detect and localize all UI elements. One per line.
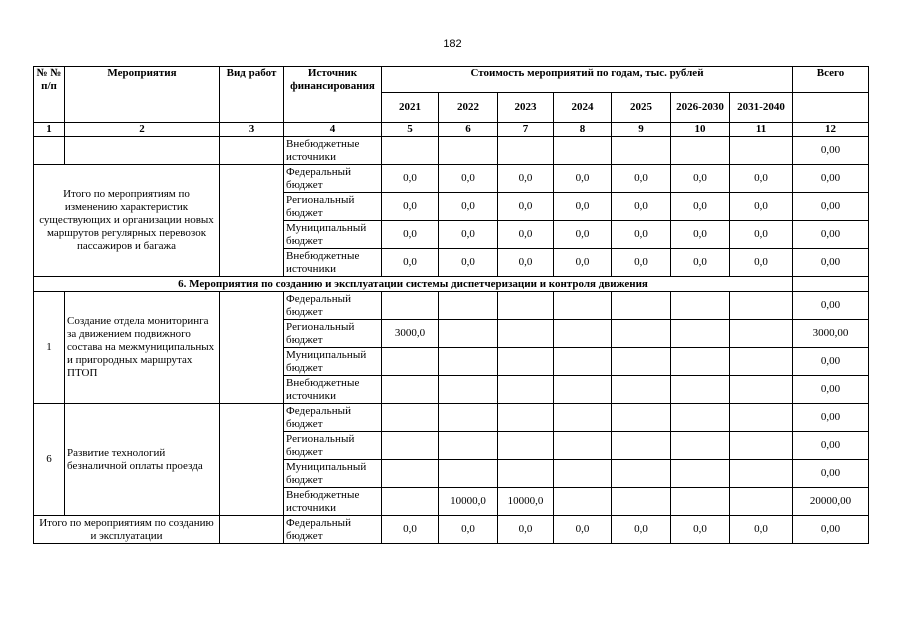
source-cell: Муниципальный бюджет bbox=[284, 221, 382, 249]
table-row bbox=[34, 292, 869, 320]
value-cell bbox=[498, 432, 554, 460]
value-cell bbox=[439, 348, 498, 376]
value-cell bbox=[671, 320, 730, 348]
value-cell bbox=[671, 404, 730, 432]
value-cell: 0,0 bbox=[554, 221, 612, 249]
total-cell: 0,00 bbox=[793, 516, 869, 544]
total-cell: 0,00 bbox=[793, 249, 869, 277]
value-cell: 0,0 bbox=[439, 165, 498, 193]
value-cell: 0,0 bbox=[671, 221, 730, 249]
value-cell bbox=[498, 320, 554, 348]
value-cell: 0,0 bbox=[730, 165, 793, 193]
header-year: 2025 bbox=[612, 93, 671, 123]
source-cell: Внебюджетные источники bbox=[284, 488, 382, 516]
value-cell bbox=[671, 488, 730, 516]
value-cell: 0,0 bbox=[498, 516, 554, 544]
header-source: Источник финансирования bbox=[284, 67, 382, 123]
column-number: 12 bbox=[793, 123, 869, 137]
value-cell: 0,0 bbox=[730, 221, 793, 249]
value-cell: 0,0 bbox=[498, 165, 554, 193]
section-title: 6. Мероприятия по созданию и эксплуатации системы диспетчеризации и контроля движения bbox=[34, 277, 793, 292]
value-cell bbox=[382, 292, 439, 320]
column-number: 4 bbox=[284, 123, 382, 137]
value-cell: 10000,0 bbox=[498, 488, 554, 516]
value-cell bbox=[671, 292, 730, 320]
column-number: 10 bbox=[671, 123, 730, 137]
value-cell bbox=[671, 376, 730, 404]
value-cell bbox=[671, 460, 730, 488]
value-cell bbox=[382, 404, 439, 432]
total-cell: 0,00 bbox=[793, 165, 869, 193]
header-year: 2024 bbox=[554, 93, 612, 123]
column-number: 2 bbox=[65, 123, 220, 137]
measure-label: Создание отдела мониторинга за движением подвижного состава на межмуниципальных и пригородных маршрутах ПТОП bbox=[65, 292, 220, 404]
value-cell: 0,0 bbox=[439, 516, 498, 544]
total-cell: 0,00 bbox=[793, 432, 869, 460]
value-cell: 0,0 bbox=[730, 516, 793, 544]
value-cell bbox=[730, 488, 793, 516]
value-cell bbox=[612, 292, 671, 320]
value-cell: 0,0 bbox=[382, 249, 439, 277]
source-cell: Муниципальный бюджет bbox=[284, 460, 382, 488]
table-row bbox=[34, 165, 869, 193]
value-cell bbox=[612, 488, 671, 516]
value-cell: 0,0 bbox=[439, 249, 498, 277]
value-cell: 0,0 bbox=[498, 249, 554, 277]
value-cell: 0,0 bbox=[730, 193, 793, 221]
column-number: 6 bbox=[439, 123, 498, 137]
total-cell: 0,00 bbox=[793, 348, 869, 376]
value-cell: 0,0 bbox=[498, 193, 554, 221]
measure-number: 6 bbox=[34, 404, 65, 516]
value-cell: 0,0 bbox=[671, 249, 730, 277]
table-row bbox=[34, 516, 869, 544]
value-cell bbox=[671, 432, 730, 460]
value-cell: 0,0 bbox=[382, 516, 439, 544]
value-cell: 0,0 bbox=[439, 193, 498, 221]
column-number: 11 bbox=[730, 123, 793, 137]
value-cell: 0,0 bbox=[382, 193, 439, 221]
value-cell bbox=[382, 488, 439, 516]
value-cell bbox=[382, 432, 439, 460]
value-cell bbox=[612, 376, 671, 404]
column-number: 5 bbox=[382, 123, 439, 137]
value-cell: 0,0 bbox=[612, 221, 671, 249]
value-cell bbox=[439, 292, 498, 320]
value-cell: 0,0 bbox=[554, 165, 612, 193]
table-row bbox=[34, 404, 869, 432]
value-cell: 0,0 bbox=[612, 516, 671, 544]
value-cell bbox=[554, 488, 612, 516]
value-cell bbox=[554, 432, 612, 460]
value-cell bbox=[612, 320, 671, 348]
header-cost-by-year: Стоимость мероприятий по годам, тыс. рублей bbox=[382, 67, 793, 93]
value-cell bbox=[382, 376, 439, 404]
section-row bbox=[34, 277, 869, 292]
cost-table bbox=[33, 66, 869, 544]
value-cell: 0,0 bbox=[671, 516, 730, 544]
source-cell: Внебюджетные источники bbox=[284, 137, 382, 165]
value-cell bbox=[730, 460, 793, 488]
value-cell bbox=[439, 376, 498, 404]
value-cell bbox=[612, 348, 671, 376]
total-cell: 0,00 bbox=[793, 460, 869, 488]
value-cell bbox=[671, 348, 730, 376]
source-cell: Региональный бюджет bbox=[284, 320, 382, 348]
page-number: 182 bbox=[443, 38, 462, 50]
value-cell: 10000,0 bbox=[439, 488, 498, 516]
value-cell: 0,0 bbox=[612, 249, 671, 277]
source-cell: Федеральный бюджет bbox=[284, 165, 382, 193]
value-cell: 0,0 bbox=[439, 221, 498, 249]
table-row bbox=[34, 137, 869, 165]
value-cell bbox=[554, 292, 612, 320]
value-cell bbox=[498, 376, 554, 404]
column-number: 3 bbox=[220, 123, 284, 137]
header-total-blank bbox=[793, 93, 869, 123]
value-cell bbox=[730, 404, 793, 432]
value-cell: 0,0 bbox=[554, 249, 612, 277]
value-cell: 0,0 bbox=[612, 193, 671, 221]
total-cell: 0,00 bbox=[793, 137, 869, 165]
header-year: 2021 bbox=[382, 93, 439, 123]
value-cell: 0,0 bbox=[730, 249, 793, 277]
value-cell: 0,0 bbox=[671, 165, 730, 193]
total-cell: 20000,00 bbox=[793, 488, 869, 516]
column-number: 7 bbox=[498, 123, 554, 137]
value-cell bbox=[612, 460, 671, 488]
header-year: 2026-2030 bbox=[671, 93, 730, 123]
total-cell: 3000,00 bbox=[793, 320, 869, 348]
value-cell bbox=[439, 432, 498, 460]
header-work-type: Вид работ bbox=[220, 67, 284, 123]
value-cell bbox=[498, 404, 554, 432]
total-cell: 0,00 bbox=[793, 404, 869, 432]
value-cell: 0,0 bbox=[382, 165, 439, 193]
total-label: Итого по мероприятиям по созданию и эксплуатации bbox=[34, 516, 220, 544]
source-cell: Региональный бюджет bbox=[284, 432, 382, 460]
value-cell bbox=[612, 404, 671, 432]
column-number: 1 bbox=[34, 123, 65, 137]
source-cell: Федеральный бюджет bbox=[284, 292, 382, 320]
measure-label: Развитие технологий безналичной оплаты проезда bbox=[65, 404, 220, 516]
value-cell bbox=[730, 432, 793, 460]
value-cell: 0,0 bbox=[554, 193, 612, 221]
column-number: 9 bbox=[612, 123, 671, 137]
value-cell bbox=[382, 348, 439, 376]
value-cell: 0,0 bbox=[554, 516, 612, 544]
value-cell: 3000,0 bbox=[382, 320, 439, 348]
value-cell bbox=[554, 404, 612, 432]
value-cell bbox=[439, 404, 498, 432]
value-cell bbox=[554, 320, 612, 348]
value-cell bbox=[554, 460, 612, 488]
value-cell bbox=[730, 348, 793, 376]
value-cell bbox=[730, 376, 793, 404]
total-cell: 0,00 bbox=[793, 193, 869, 221]
column-number: 8 bbox=[554, 123, 612, 137]
total-label: Итого по мероприятиям по изменению характеристик существующих и организации новых маршрутов регулярных перевозок пассажиров и багажа bbox=[34, 165, 220, 277]
value-cell bbox=[498, 460, 554, 488]
source-cell: Федеральный бюджет bbox=[284, 404, 382, 432]
header-year: 2023 bbox=[498, 93, 554, 123]
header-measures: Мероприятия bbox=[65, 67, 220, 123]
total-cell: 0,00 bbox=[793, 292, 869, 320]
source-cell: Внебюджетные источники bbox=[284, 376, 382, 404]
value-cell bbox=[439, 460, 498, 488]
value-cell bbox=[498, 348, 554, 376]
value-cell bbox=[498, 292, 554, 320]
value-cell bbox=[439, 320, 498, 348]
value-cell: 0,0 bbox=[671, 193, 730, 221]
total-cell: 0,00 bbox=[793, 376, 869, 404]
value-cell bbox=[730, 320, 793, 348]
value-cell bbox=[554, 348, 612, 376]
value-cell: 0,0 bbox=[382, 221, 439, 249]
source-cell: Федеральный бюджет bbox=[284, 516, 382, 544]
value-cell bbox=[730, 292, 793, 320]
source-cell: Муниципальный бюджет bbox=[284, 348, 382, 376]
value-cell bbox=[382, 460, 439, 488]
value-cell: 0,0 bbox=[498, 221, 554, 249]
header-year: 2031-2040 bbox=[730, 93, 793, 123]
header-no: № № п/п bbox=[34, 67, 65, 123]
header-year: 2022 bbox=[439, 93, 498, 123]
header-total: Всего bbox=[793, 67, 869, 93]
measure-number: 1 bbox=[34, 292, 65, 404]
source-cell: Региональный бюджет bbox=[284, 193, 382, 221]
value-cell: 0,0 bbox=[612, 165, 671, 193]
source-cell: Внебюджетные источники bbox=[284, 249, 382, 277]
total-cell: 0,00 bbox=[793, 221, 869, 249]
value-cell bbox=[612, 432, 671, 460]
value-cell bbox=[554, 376, 612, 404]
